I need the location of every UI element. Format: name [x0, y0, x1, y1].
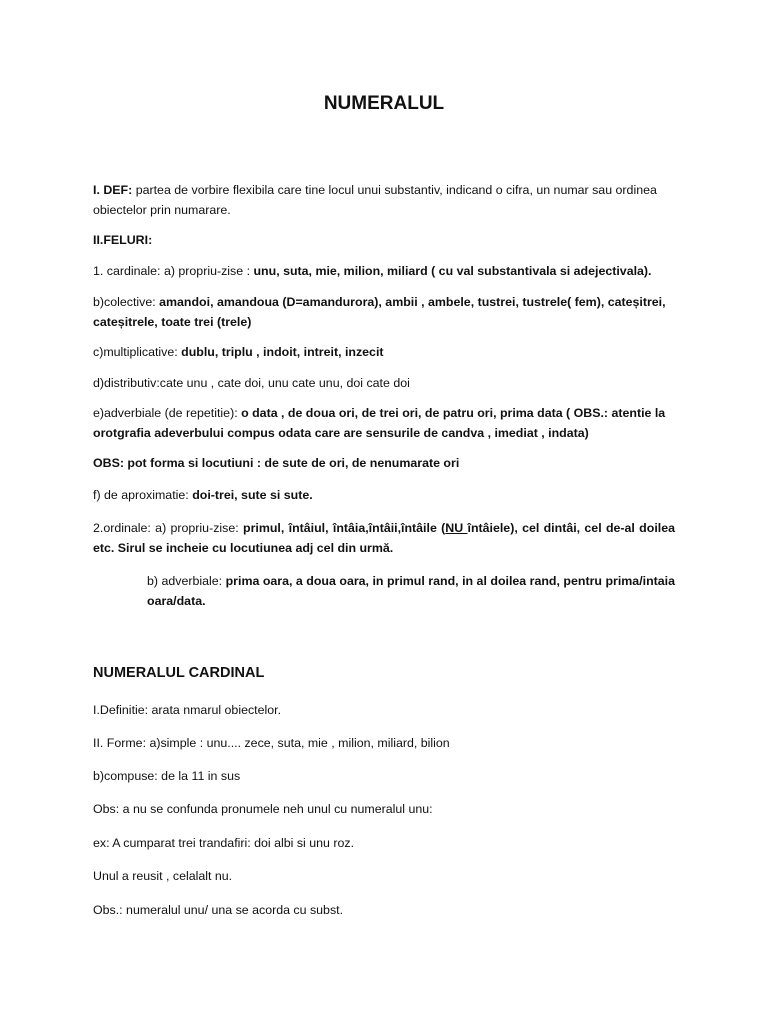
ordinale-lead: 2.ordinale: a) propriu-zise:	[93, 521, 239, 535]
adverbiale-text: o data , de doua ori, de trei ori, de patru ori, prima data ( OBS.: atentie la orotgrafia adeverbului compus odata care are sensurile de candva , imediat , indata)	[93, 406, 666, 440]
ordinale-adverbiale-paragraph	[93, 571, 675, 611]
page-title: NUMERALUL	[323, 93, 445, 114]
multiplicative-paragraph	[93, 342, 675, 362]
definition-paragraph	[93, 180, 675, 220]
section-title-cardinal: NUMERALUL CARDINAL	[93, 665, 265, 681]
example-sentence: ex: A cumparat trei trandafiri: doi albi si unu roz.	[93, 836, 355, 850]
adverbiale-lead: e)adverbiale (de repetitie):	[93, 406, 238, 420]
distributiv-text: cate unu , cate doi, unu cate unu, doi cate doi	[159, 376, 410, 390]
colective-paragraph	[93, 292, 675, 332]
distributiv-paragraph	[93, 373, 675, 393]
cardinal-definition: I.Definitie: arata nmarul obiectelor.	[93, 703, 282, 717]
definition-text: partea de vorbire flexibila care tine locul unui substantiv, indicand o cifra, un numar sau ordinea obiectelor prin numarare.	[93, 183, 657, 217]
definition-label: I. DEF:	[93, 183, 133, 197]
adverbiale-paragraph	[93, 403, 675, 443]
cardinale-lead: 1. cardinale: a) propriu-zise :	[93, 264, 251, 278]
unul-sentence: Unul a reusit , celalalt nu.	[93, 869, 233, 883]
distributiv-lead: d)distributiv:	[93, 376, 160, 390]
ordinale-adverbiale-lead: b) adverbiale:	[147, 574, 223, 588]
ordinale-paragraph	[93, 518, 675, 558]
ordinale-underlined: NU	[445, 521, 468, 535]
ordinale-adverbiale-text: prima oara, a doua oara, in primul rand, in al doilea rand, pentru prima/intaia oara/data.	[147, 574, 675, 608]
aproximatie-text: doi-trei, sute si sute.	[192, 488, 313, 502]
colective-lead: b)colective:	[93, 295, 156, 309]
compuse-paragraph: b)compuse: de la 11 in sus	[93, 769, 241, 783]
forme-paragraph: II. Forme: a)simple : unu.... zece, suta, mie , milion, miliard, bilion	[93, 736, 450, 750]
colective-text: amandoi, amandoua (D=amandurora), ambii , ambele, tustrei, tustrele( fem), cateșitrei, cateșitrele, toate trei (trele)	[93, 295, 666, 329]
multiplicative-lead: c)multiplicative:	[93, 345, 178, 359]
obs-acord: Obs.: numeralul unu/ una se acorda cu subst.	[93, 903, 344, 917]
ordinale-text-after: întâiele), cel dintâi, cel de-al doilea etc. Sirul se incheie cu locutiunea adj cel din urmă.	[93, 521, 675, 555]
cardinale-text: unu, suta, mie, milion, miliard ( cu val substantivala si adejectivala).	[253, 264, 652, 278]
feluri-heading: II.FELURI:	[93, 233, 153, 247]
aproximatie-paragraph	[93, 485, 675, 505]
ordinale-text-before: primul, întâiul, întâia,întâii,întâile (	[243, 521, 446, 535]
obs-locutiuni: OBS: pot forma si locutiuni : de sute de ori, de nenumarate ori	[93, 456, 460, 470]
obs-confunda: Obs: a nu se confunda pronumele neh unul cu numeralul unu:	[93, 802, 433, 816]
cardinale-paragraph	[93, 261, 675, 281]
multiplicative-text: dublu, triplu , indoit, intreit, inzecit	[181, 345, 384, 359]
aproximatie-lead: f) de aproximatie:	[93, 488, 189, 502]
